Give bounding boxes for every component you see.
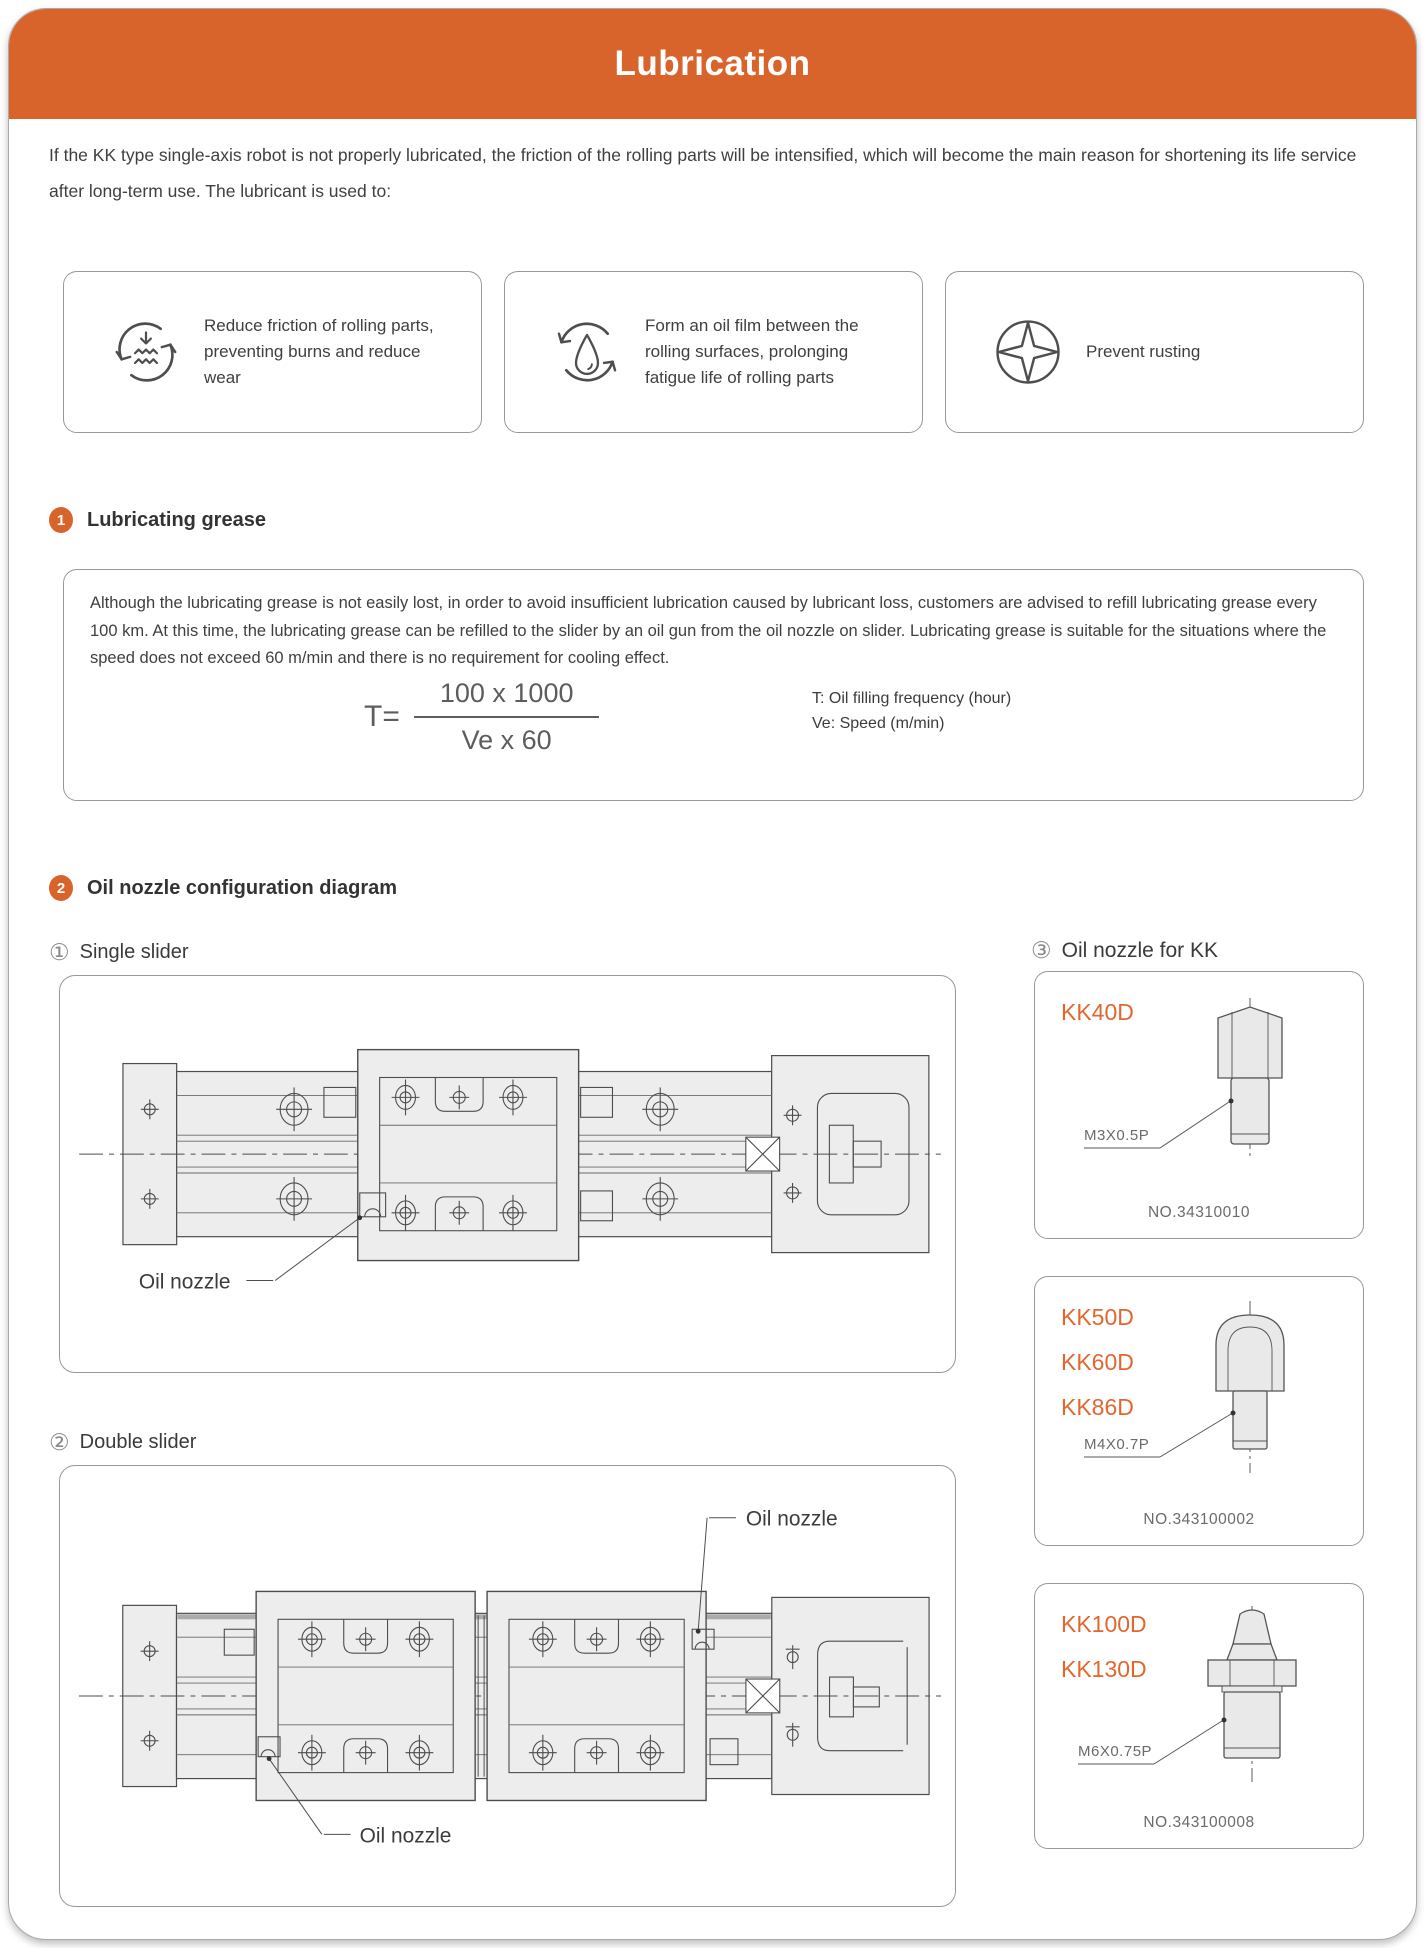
kk100d-nozzle-drawing [1050,1602,1350,1797]
benefit-box-friction [63,271,482,433]
rust-prevention-icon [976,313,1080,391]
single-slider-drawing [60,976,955,1372]
formula-legend-line-t: T: Oil filling frequency (hour) [812,690,1012,707]
page-header [9,9,1416,119]
section-grease-heading [49,507,266,533]
single-slider-label-text: Single slider [79,941,189,963]
kk40d-nozzle-box [1034,971,1364,1239]
formula-denominator: Ve x 60 [461,725,552,755]
grease-info-box [63,569,1364,801]
kk-model-label: KK60D [1061,1349,1134,1375]
benefit-text: Form an oil film between the rolling surfaces, prolonging fatigue life of rolling parts [645,316,859,387]
circled-two-icon: ② [49,1429,70,1455]
double-slider-label [49,1429,196,1456]
kk-model-label: KK100D [1061,1611,1147,1637]
section-number-badge: 2 [49,875,73,901]
part-number: NO.34310010 [1147,1204,1251,1221]
kk40d-nozzle-drawing [1050,990,1350,1180]
part-number: NO.343100008 [1143,1814,1255,1831]
double-slider-label-text: Double slider [79,1431,197,1453]
left-slider-block [224,1591,475,1800]
oil-nozzle-for-kk-label [1031,937,1218,964]
oil-nozzle-for-kk-text: Oil nozzle for KK [1061,938,1219,962]
formula-legend-line-ve: Ve: Speed (m/min) [812,715,945,732]
thread-spec-label: M4X0.7P [1084,1436,1150,1453]
kk50-60-86-nozzle-box [1034,1276,1364,1546]
oil-nozzle-callout-text: Oil nozzle [138,1270,231,1294]
part-number: NO.343100002 [1143,1511,1255,1528]
kk-model-label: KK130D [1061,1656,1147,1682]
section-title: Lubricating grease [87,508,266,531]
oil-filling-formula [364,678,599,756]
benefit-text: Reduce friction of rolling parts, preventing burns and reduce wear [204,316,434,387]
grease-body-text: Although the lubricating grease is not easily lost, in order to avoid insufficient lubrication caused by lubricant loss, customers are advised to refill lubricating grease every 100 km. At this time, the lubricating grease can be refilled to the slider by an oil gun from the oil nozzle on slider. Lubricating grease is suitable for the situations where the speed does not exceed 60 m/min and there is no requirement for cooling effect. [90,594,1327,667]
kk-model-label: KK50D [1061,1304,1134,1330]
formula-lhs: T= [364,700,400,733]
kk-model-label: KK86D [1061,1394,1134,1420]
page-title: Lubrication [614,44,811,83]
oil-nozzle-callout-text: Oil nozzle [359,1824,452,1848]
double-slider-drawing [60,1466,955,1906]
intro-paragraph: If the KK type single-axis robot is not properly lubricated, the friction of the rolling parts will be intensified, which will become the main reason for shortening its life service after long-term use. The lubricant is used to: [49,145,1357,201]
single-slider-diagram-box [59,975,956,1373]
kk50d-nozzle-drawing [1050,1295,1350,1490]
kk100-130-nozzle-box [1034,1583,1364,1849]
formula-legend [812,686,1011,736]
thread-spec-label: M3X0.5P [1084,1127,1150,1144]
formula-fraction [414,678,600,756]
friction-cycle-icon [94,313,198,391]
circled-three-icon: ③ [1031,937,1052,963]
benefit-boxes [63,271,1364,433]
section-title: Oil nozzle configuration diagram [87,876,398,899]
circled-one-icon: ① [49,939,70,965]
formula-numerator: 100 x 1000 [414,678,600,718]
double-slider-diagram-box [59,1465,956,1907]
thread-spec-label: M6X0.75P [1078,1743,1153,1760]
lubrication-page [8,8,1417,1940]
bearing-box [746,1137,780,1171]
section-nozzle-heading [49,875,397,901]
benefit-box-rust [945,271,1364,433]
bearing-box [746,1679,780,1713]
slider-block [324,1050,613,1261]
single-slider-label [49,939,189,966]
section-number-badge: 1 [49,507,73,533]
benefit-box-oil-film [504,271,923,433]
benefit-text: Prevent rusting [1086,342,1201,361]
kk-model-label: KK40D [1061,999,1134,1025]
oil-film-icon [535,313,639,391]
oil-nozzle-callout-text: Oil nozzle [745,1507,838,1531]
